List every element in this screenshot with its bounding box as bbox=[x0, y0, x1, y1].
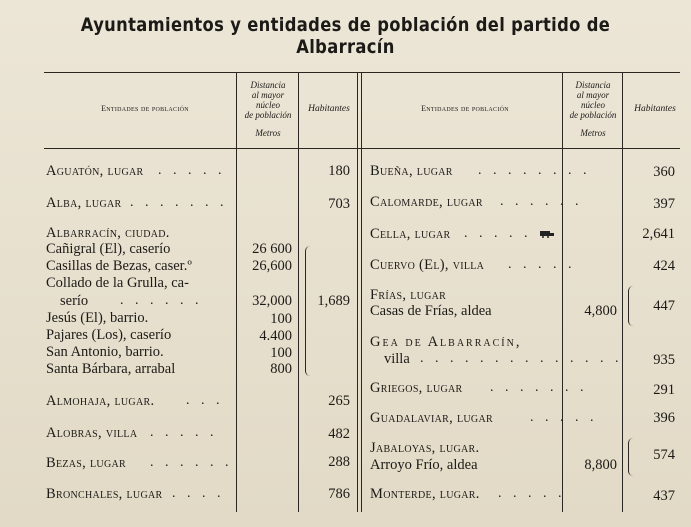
entity-name: Alba, lugar bbox=[46, 195, 122, 211]
distance-value: 26,600 bbox=[252, 258, 292, 274]
header-distancia-l3: núcleo bbox=[256, 100, 280, 110]
railway-station-icon bbox=[540, 230, 554, 238]
entity-name: Bueña, lugar bbox=[370, 163, 453, 179]
population-value: 935 bbox=[653, 352, 675, 368]
entity-name: San Antonio, barrio. bbox=[46, 344, 164, 360]
header-distancia-l4: de población bbox=[569, 110, 617, 120]
header-bottom-rule bbox=[44, 148, 680, 149]
entity-name: serío bbox=[60, 293, 89, 309]
entity-name: Frías, lugar bbox=[370, 287, 447, 303]
distance-value: 800 bbox=[270, 361, 292, 377]
entity-name: Calomarde, lugar bbox=[370, 194, 483, 210]
entity-name: Albarracín, ciudad. bbox=[46, 225, 170, 241]
entity-name: Collado de la Grulla, ca- bbox=[46, 275, 189, 291]
distance-value: 32,000 bbox=[252, 293, 292, 309]
header-habitantes: Habitantes bbox=[308, 104, 350, 114]
leader-dots: . . . . . . . . . . . . . . bbox=[420, 351, 623, 366]
entity-name: Casas de Frías, aldea bbox=[370, 303, 492, 319]
population-value: 291 bbox=[653, 382, 675, 398]
population-value: 2,641 bbox=[642, 226, 675, 242]
population-value: 288 bbox=[328, 454, 350, 470]
entity-name: Bronchales, lugar bbox=[46, 486, 163, 502]
entity-name: Arroyo Frío, aldea bbox=[370, 457, 478, 473]
header-entidades-right: Entidades de población bbox=[421, 104, 509, 113]
distance-value: 100 bbox=[270, 311, 292, 327]
header-distancia-l3: núcleo bbox=[581, 100, 605, 110]
header-distancia-l1: Distancia bbox=[250, 80, 286, 90]
entity-name: Monterde, lugar. bbox=[370, 486, 480, 502]
leader-dots: . . . . . bbox=[158, 163, 226, 178]
entity-name: Jesús (El), barrio. bbox=[46, 310, 149, 326]
entity-name: Alobras, villa bbox=[46, 425, 138, 441]
entity-name: Casillas de Bezas, caser.º bbox=[46, 258, 192, 274]
entity-name: Jabaloyas, lugar. bbox=[370, 440, 480, 456]
leader-dots: . . . . . bbox=[508, 257, 576, 272]
column-rule bbox=[236, 72, 237, 512]
leader-dots: . . . bbox=[186, 393, 224, 408]
population-value: 397 bbox=[653, 196, 675, 212]
distance-value: 4,800 bbox=[584, 303, 617, 319]
column-rule bbox=[622, 72, 623, 512]
leader-dots: . . . . bbox=[172, 486, 225, 501]
header-distancia-l2: al mayor bbox=[576, 90, 610, 100]
population-value: 447 bbox=[653, 298, 675, 314]
header-distancia-l4: de población bbox=[244, 110, 292, 120]
population-value: 396 bbox=[653, 410, 675, 426]
entity-name: Cañigral (El), caserío bbox=[46, 241, 171, 257]
group-brace bbox=[305, 246, 310, 376]
leader-dots: . . . . . . . bbox=[130, 195, 228, 210]
population-value: 1,689 bbox=[317, 293, 350, 309]
page-title: Ayuntamientos y entidades de población del partido de Albarracín bbox=[80, 14, 611, 58]
distance-value: 100 bbox=[270, 345, 292, 361]
leader-dots: . . . . . bbox=[150, 425, 218, 440]
entity-name: Almohaja, lugar. bbox=[46, 393, 155, 409]
entity-name: Gea de Albarracín, bbox=[370, 334, 522, 350]
population-value: 703 bbox=[328, 196, 350, 212]
entity-name: Griegos, lugar bbox=[370, 380, 463, 396]
entity-name: villa bbox=[384, 351, 410, 367]
leader-dots: . . . . . bbox=[530, 410, 598, 425]
population-value: 265 bbox=[328, 393, 350, 409]
population-value: 574 bbox=[653, 447, 675, 463]
leader-dots: . . . . . . . . bbox=[478, 163, 591, 178]
population-value: 360 bbox=[653, 164, 675, 180]
leader-dots: . . . . . bbox=[498, 486, 566, 501]
population-value: 437 bbox=[653, 488, 675, 504]
leader-dots: . . . . . . bbox=[500, 194, 583, 209]
column-rule bbox=[298, 72, 299, 512]
center-rule bbox=[361, 72, 362, 512]
distance-value: 26 600 bbox=[252, 241, 292, 257]
population-value: 482 bbox=[328, 426, 350, 442]
entity-name: Cuervo (El), villa bbox=[370, 257, 485, 273]
entity-name: Santa Bárbara, arrabal bbox=[46, 361, 176, 377]
header-metros: Metros bbox=[255, 128, 281, 138]
header-distancia-l1: Distancia bbox=[575, 80, 611, 90]
population-value: 786 bbox=[328, 486, 350, 502]
table-top-rule bbox=[44, 72, 680, 73]
leader-dots: . . . . . . . bbox=[490, 380, 588, 395]
distance-value: 4.400 bbox=[259, 328, 292, 344]
leader-dots: . . . . . . bbox=[150, 455, 233, 470]
population-value: 180 bbox=[328, 163, 350, 179]
leader-dots: . . . . . bbox=[464, 226, 532, 241]
entity-name: Cella, lugar bbox=[370, 226, 451, 242]
entity-name: Aguatón, lugar bbox=[46, 163, 144, 179]
header-metros: Metros bbox=[580, 128, 606, 138]
leader-dots: . . . . . . bbox=[120, 293, 203, 308]
entity-name: Bezas, lugar bbox=[46, 455, 126, 471]
population-value: 424 bbox=[653, 258, 675, 274]
distance-value: 8,800 bbox=[584, 457, 617, 473]
header-entidades: Entidades de población bbox=[101, 104, 189, 113]
center-rule bbox=[357, 72, 358, 512]
entity-name: Guadalaviar, lugar bbox=[370, 410, 493, 426]
header-distancia-l2: al mayor bbox=[251, 90, 285, 100]
column-rule bbox=[562, 72, 563, 512]
entity-name: Pajares (Los), caserío bbox=[46, 327, 172, 343]
header-habitantes: Habitantes bbox=[634, 104, 676, 114]
